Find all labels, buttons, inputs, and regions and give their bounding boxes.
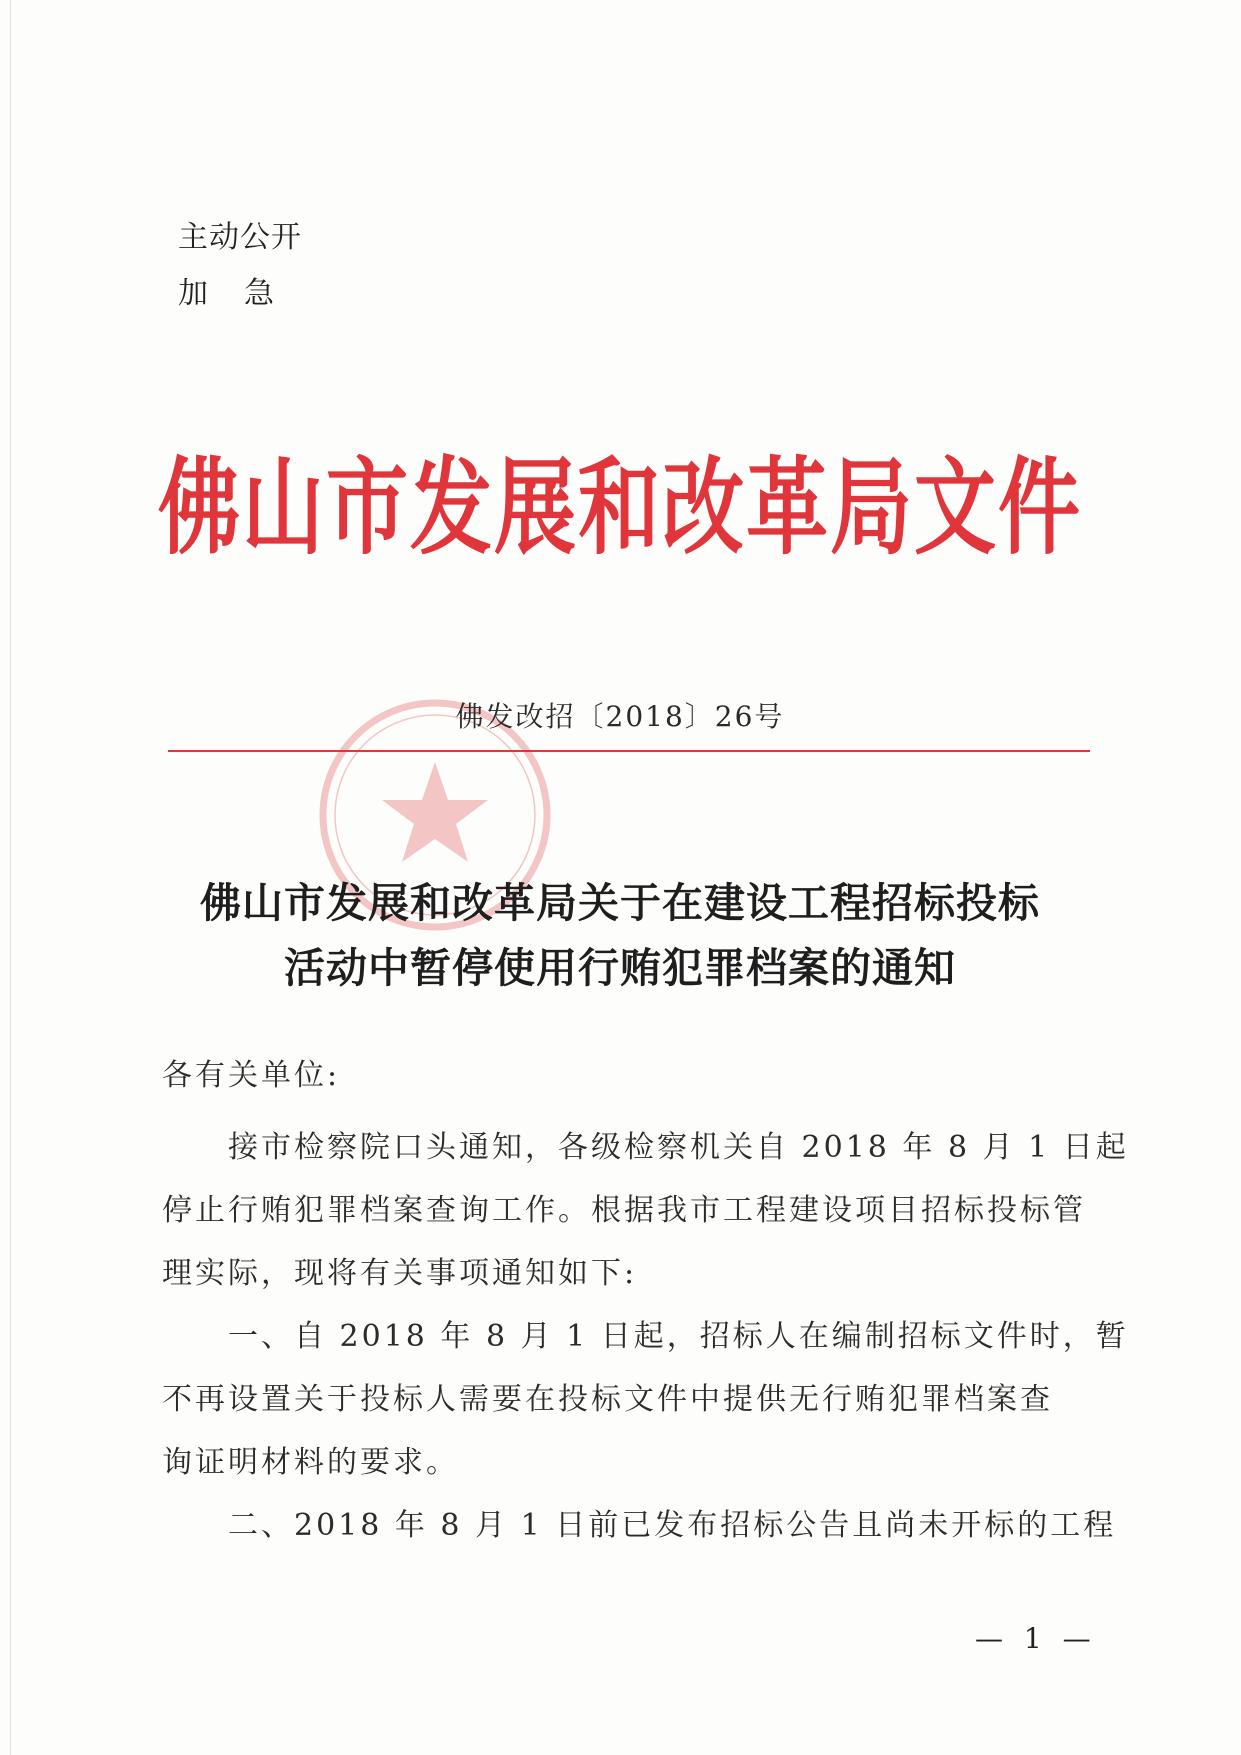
paragraph-line: 询证明材料的要求。 <box>162 1445 459 1480</box>
paragraph-line: 二、2018 年 8 月 1 日前已发布招标公告且尚未开标的工程 <box>228 1508 1117 1543</box>
paragraph-line: 不再设置关于投标人需要在投标文件中提供无行贿犯罪档案查 <box>162 1382 1053 1417</box>
red-divider-line <box>168 750 1090 752</box>
scan-edge-line <box>10 0 11 1755</box>
paragraph-line: 停止行贿犯罪档案查询工作。根据我市工程建设项目招标投标管 <box>162 1193 1086 1228</box>
disclosure-label: 主动公开 <box>178 220 302 255</box>
issuer-banner: 佛山市发展和改革局文件 <box>157 446 1082 570</box>
paragraph-line: 理实际，现将有关事项通知如下: <box>162 1256 638 1291</box>
salutation: 各有关单位: <box>162 1058 341 1093</box>
page-number: — 1 — <box>975 1622 1097 1655</box>
notice-title-line-2: 活动中暂停使用行贿犯罪档案的通知 <box>284 944 956 992</box>
notice-title-line-1: 佛山市发展和改革局关于在建设工程招标投标 <box>200 879 1040 927</box>
urgency-label: 加急 <box>178 276 310 311</box>
paragraph-line: 一、自 2018 年 8 月 1 日起，招标人在编制招标文件时，暂 <box>228 1319 1129 1354</box>
document-number: 佛发改招〔2018〕26号 <box>455 700 785 733</box>
paragraph-line: 接市检察院口头通知，各级检察机关自 2018 年 8 月 1 日起 <box>228 1130 1129 1165</box>
